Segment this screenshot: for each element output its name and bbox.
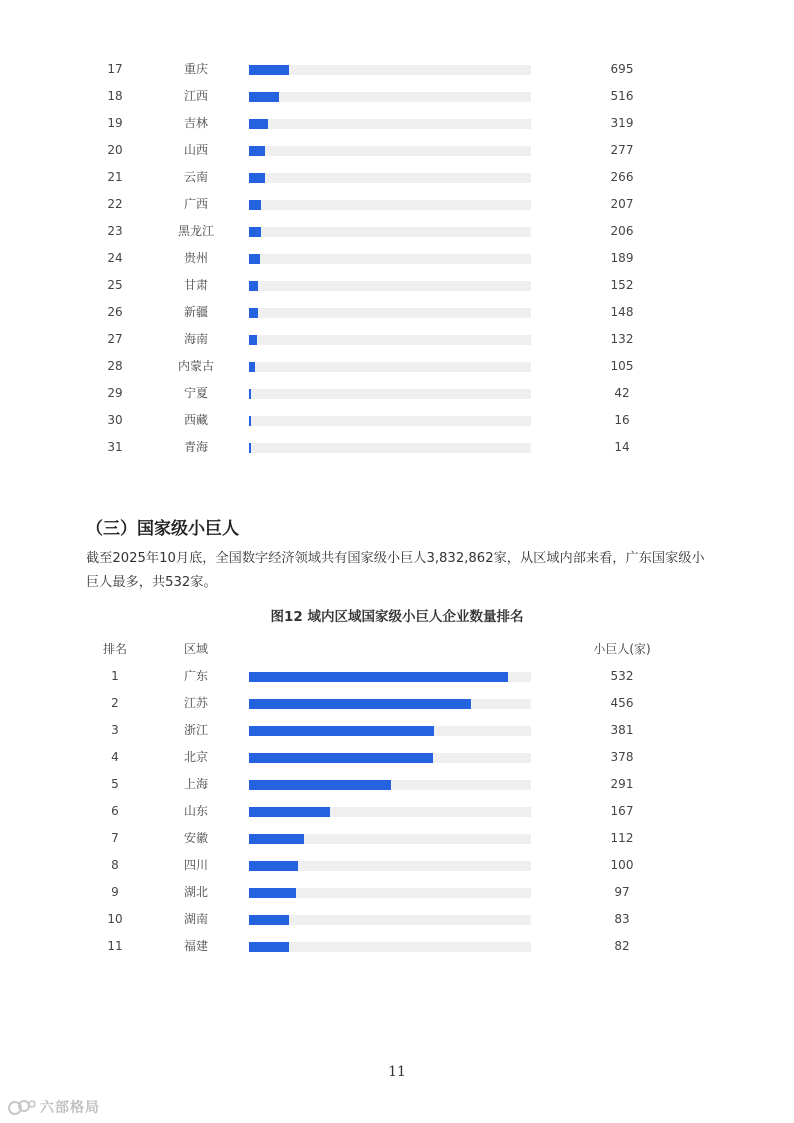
row-rank: 18 — [107, 89, 123, 103]
table-row — [0, 407, 794, 434]
row-region: 黑龙江 — [177, 224, 214, 238]
row-value: 105 — [610, 359, 634, 373]
watermark-logo-icon — [8, 1097, 36, 1117]
bar-track — [249, 807, 531, 817]
row-rank: 28 — [107, 359, 123, 373]
row-rank: 24 — [107, 251, 123, 265]
bar-fill — [249, 888, 296, 898]
bar-track — [249, 416, 531, 426]
bar-track — [249, 200, 531, 210]
row-value: 97 — [614, 885, 630, 899]
bar-fill — [249, 834, 304, 844]
row-region: 江苏 — [183, 696, 208, 710]
table-row — [0, 272, 794, 299]
table-row — [0, 83, 794, 110]
row-rank: 6 — [111, 804, 119, 818]
row-value: 532 — [610, 669, 634, 683]
row-region: 海南 — [183, 332, 208, 346]
bar-track — [249, 254, 531, 264]
row-rank: 10 — [107, 912, 123, 926]
row-value: 695 — [610, 62, 634, 76]
table-row — [0, 434, 794, 461]
table-header-row — [0, 636, 794, 663]
row-value: 83 — [614, 912, 630, 926]
bar-fill — [249, 119, 268, 129]
row-region: 湖北 — [183, 885, 208, 899]
row-region: 重庆 — [183, 62, 208, 76]
row-value: 381 — [610, 723, 634, 737]
row-region: 山东 — [183, 804, 208, 818]
row-region: 新疆 — [183, 305, 208, 319]
row-value: 319 — [610, 116, 634, 130]
row-region: 四川 — [183, 858, 208, 872]
row-region: 青海 — [183, 440, 208, 454]
page-number: 11 — [388, 1064, 406, 1080]
bar-track — [249, 942, 531, 952]
row-region: 湖南 — [183, 912, 208, 926]
bar-fill — [249, 942, 289, 952]
bar-fill — [249, 92, 279, 102]
bar-fill — [249, 173, 265, 183]
bar-fill — [249, 227, 261, 237]
bar-fill — [249, 861, 298, 871]
bar-fill — [249, 362, 255, 372]
row-value: 189 — [610, 251, 634, 265]
header-rank: 排名 — [102, 642, 127, 656]
header-region: 区域 — [183, 642, 208, 656]
bar-track — [249, 726, 531, 736]
row-region: 山西 — [183, 143, 208, 157]
table-row — [0, 690, 794, 717]
table-row — [0, 56, 794, 83]
bar-fill — [249, 753, 433, 763]
row-rank: 11 — [107, 939, 123, 953]
row-rank: 26 — [107, 305, 123, 319]
table-row — [0, 771, 794, 798]
row-rank: 19 — [107, 116, 123, 130]
row-region: 安徽 — [183, 831, 208, 845]
row-region: 广西 — [183, 197, 208, 211]
bar-fill — [249, 699, 471, 709]
row-rank: 29 — [107, 386, 123, 400]
row-rank: 5 — [111, 777, 119, 791]
bar-fill — [249, 389, 251, 399]
table-row — [0, 164, 794, 191]
bar-fill — [249, 915, 289, 925]
row-value: 148 — [610, 305, 634, 319]
section-title: （三）国家级小巨人 — [86, 519, 239, 539]
row-region: 福建 — [183, 939, 208, 953]
row-rank: 23 — [107, 224, 123, 238]
bar-fill — [249, 281, 258, 291]
row-value: 42 — [614, 386, 630, 400]
row-value: 82 — [614, 939, 630, 953]
bar-track — [249, 227, 531, 237]
table-row — [0, 380, 794, 407]
bar-fill — [249, 335, 257, 345]
table-row — [0, 744, 794, 771]
row-region: 江西 — [183, 89, 208, 103]
bar-track — [249, 281, 531, 291]
table-row — [0, 218, 794, 245]
table-row — [0, 663, 794, 690]
row-region: 北京 — [183, 750, 208, 764]
table-row — [0, 825, 794, 852]
row-value: 378 — [610, 750, 634, 764]
bar-track — [249, 335, 531, 345]
row-rank: 27 — [107, 332, 123, 346]
bar-track — [249, 672, 531, 682]
bar-track — [249, 362, 531, 372]
table-row — [0, 299, 794, 326]
bar-fill — [249, 65, 289, 75]
bar-fill — [249, 254, 260, 264]
row-value: 456 — [610, 696, 634, 710]
row-rank: 4 — [111, 750, 119, 764]
row-region: 浙江 — [183, 723, 208, 737]
table-row — [0, 353, 794, 380]
table-row — [0, 798, 794, 825]
figure-title: 图12 域内区域国家级小巨人企业数量排名 — [270, 609, 524, 625]
row-rank: 31 — [107, 440, 123, 454]
bar-fill — [249, 726, 434, 736]
row-value: 100 — [610, 858, 634, 872]
row-value: 152 — [610, 278, 634, 292]
row-rank: 30 — [107, 413, 123, 427]
row-region: 贵州 — [183, 251, 208, 265]
table-row — [0, 191, 794, 218]
bar-fill — [249, 308, 258, 318]
header-value: 小巨人(家) — [593, 642, 651, 656]
table-row — [0, 717, 794, 744]
bar-track — [249, 65, 531, 75]
table-row — [0, 852, 794, 879]
bar-fill — [249, 780, 391, 790]
row-value: 266 — [610, 170, 634, 184]
row-rank: 17 — [107, 62, 123, 76]
row-rank: 3 — [111, 723, 119, 737]
row-rank: 7 — [111, 831, 119, 845]
bar-track — [249, 888, 531, 898]
table-row — [0, 110, 794, 137]
row-value: 132 — [610, 332, 634, 346]
row-value: 14 — [614, 440, 630, 454]
bar-track — [249, 389, 531, 399]
row-value: 167 — [610, 804, 634, 818]
table-row — [0, 245, 794, 272]
bar-track — [249, 443, 531, 453]
bar-track — [249, 119, 531, 129]
bar-fill — [249, 443, 251, 453]
row-region: 吉林 — [183, 116, 208, 130]
row-region: 广东 — [183, 669, 208, 683]
bar-track — [249, 861, 531, 871]
row-rank: 9 — [111, 885, 119, 899]
row-value: 16 — [614, 413, 630, 427]
row-rank: 25 — [107, 278, 123, 292]
section-paragraph: 截至2025年10月底，全国数字经济领域共有国家级小巨人3,832,862家，从区域内部来看，广东国家级小巨人最多，共532家。 — [86, 551, 705, 590]
row-region: 甘肃 — [183, 278, 208, 292]
row-rank: 22 — [107, 197, 123, 211]
row-rank: 2 — [111, 696, 119, 710]
table-row — [0, 933, 794, 960]
watermark — [8, 1095, 100, 1119]
watermark-text: 六部格局 — [40, 1100, 100, 1116]
bar-track — [249, 92, 531, 102]
row-rank: 8 — [111, 858, 119, 872]
bar-fill — [249, 672, 508, 682]
row-region: 西藏 — [183, 413, 208, 427]
table-row — [0, 137, 794, 164]
row-rank: 1 — [111, 669, 119, 683]
row-value: 516 — [610, 89, 634, 103]
bar-track — [249, 308, 531, 318]
bar-fill — [249, 416, 251, 426]
bar-track — [249, 915, 531, 925]
table-row — [0, 326, 794, 353]
table-row — [0, 906, 794, 933]
row-value: 291 — [610, 777, 634, 791]
bar-track — [249, 146, 531, 156]
table-row — [0, 879, 794, 906]
bar-track — [249, 699, 531, 709]
bar-track — [249, 173, 531, 183]
bar-track — [249, 780, 531, 790]
row-value: 277 — [610, 143, 634, 157]
bar-track — [249, 753, 531, 763]
row-value: 206 — [610, 224, 634, 238]
bar-fill — [249, 200, 261, 210]
row-rank: 20 — [107, 143, 123, 157]
row-region: 上海 — [183, 777, 208, 791]
row-region: 内蒙古 — [177, 359, 214, 373]
row-region: 云南 — [183, 170, 208, 184]
bar-track — [249, 834, 531, 844]
row-region: 宁夏 — [183, 386, 208, 400]
row-rank: 21 — [107, 170, 123, 184]
bar-fill — [249, 807, 330, 817]
row-value: 207 — [610, 197, 634, 211]
bar-fill — [249, 146, 265, 156]
row-value: 112 — [610, 831, 634, 845]
